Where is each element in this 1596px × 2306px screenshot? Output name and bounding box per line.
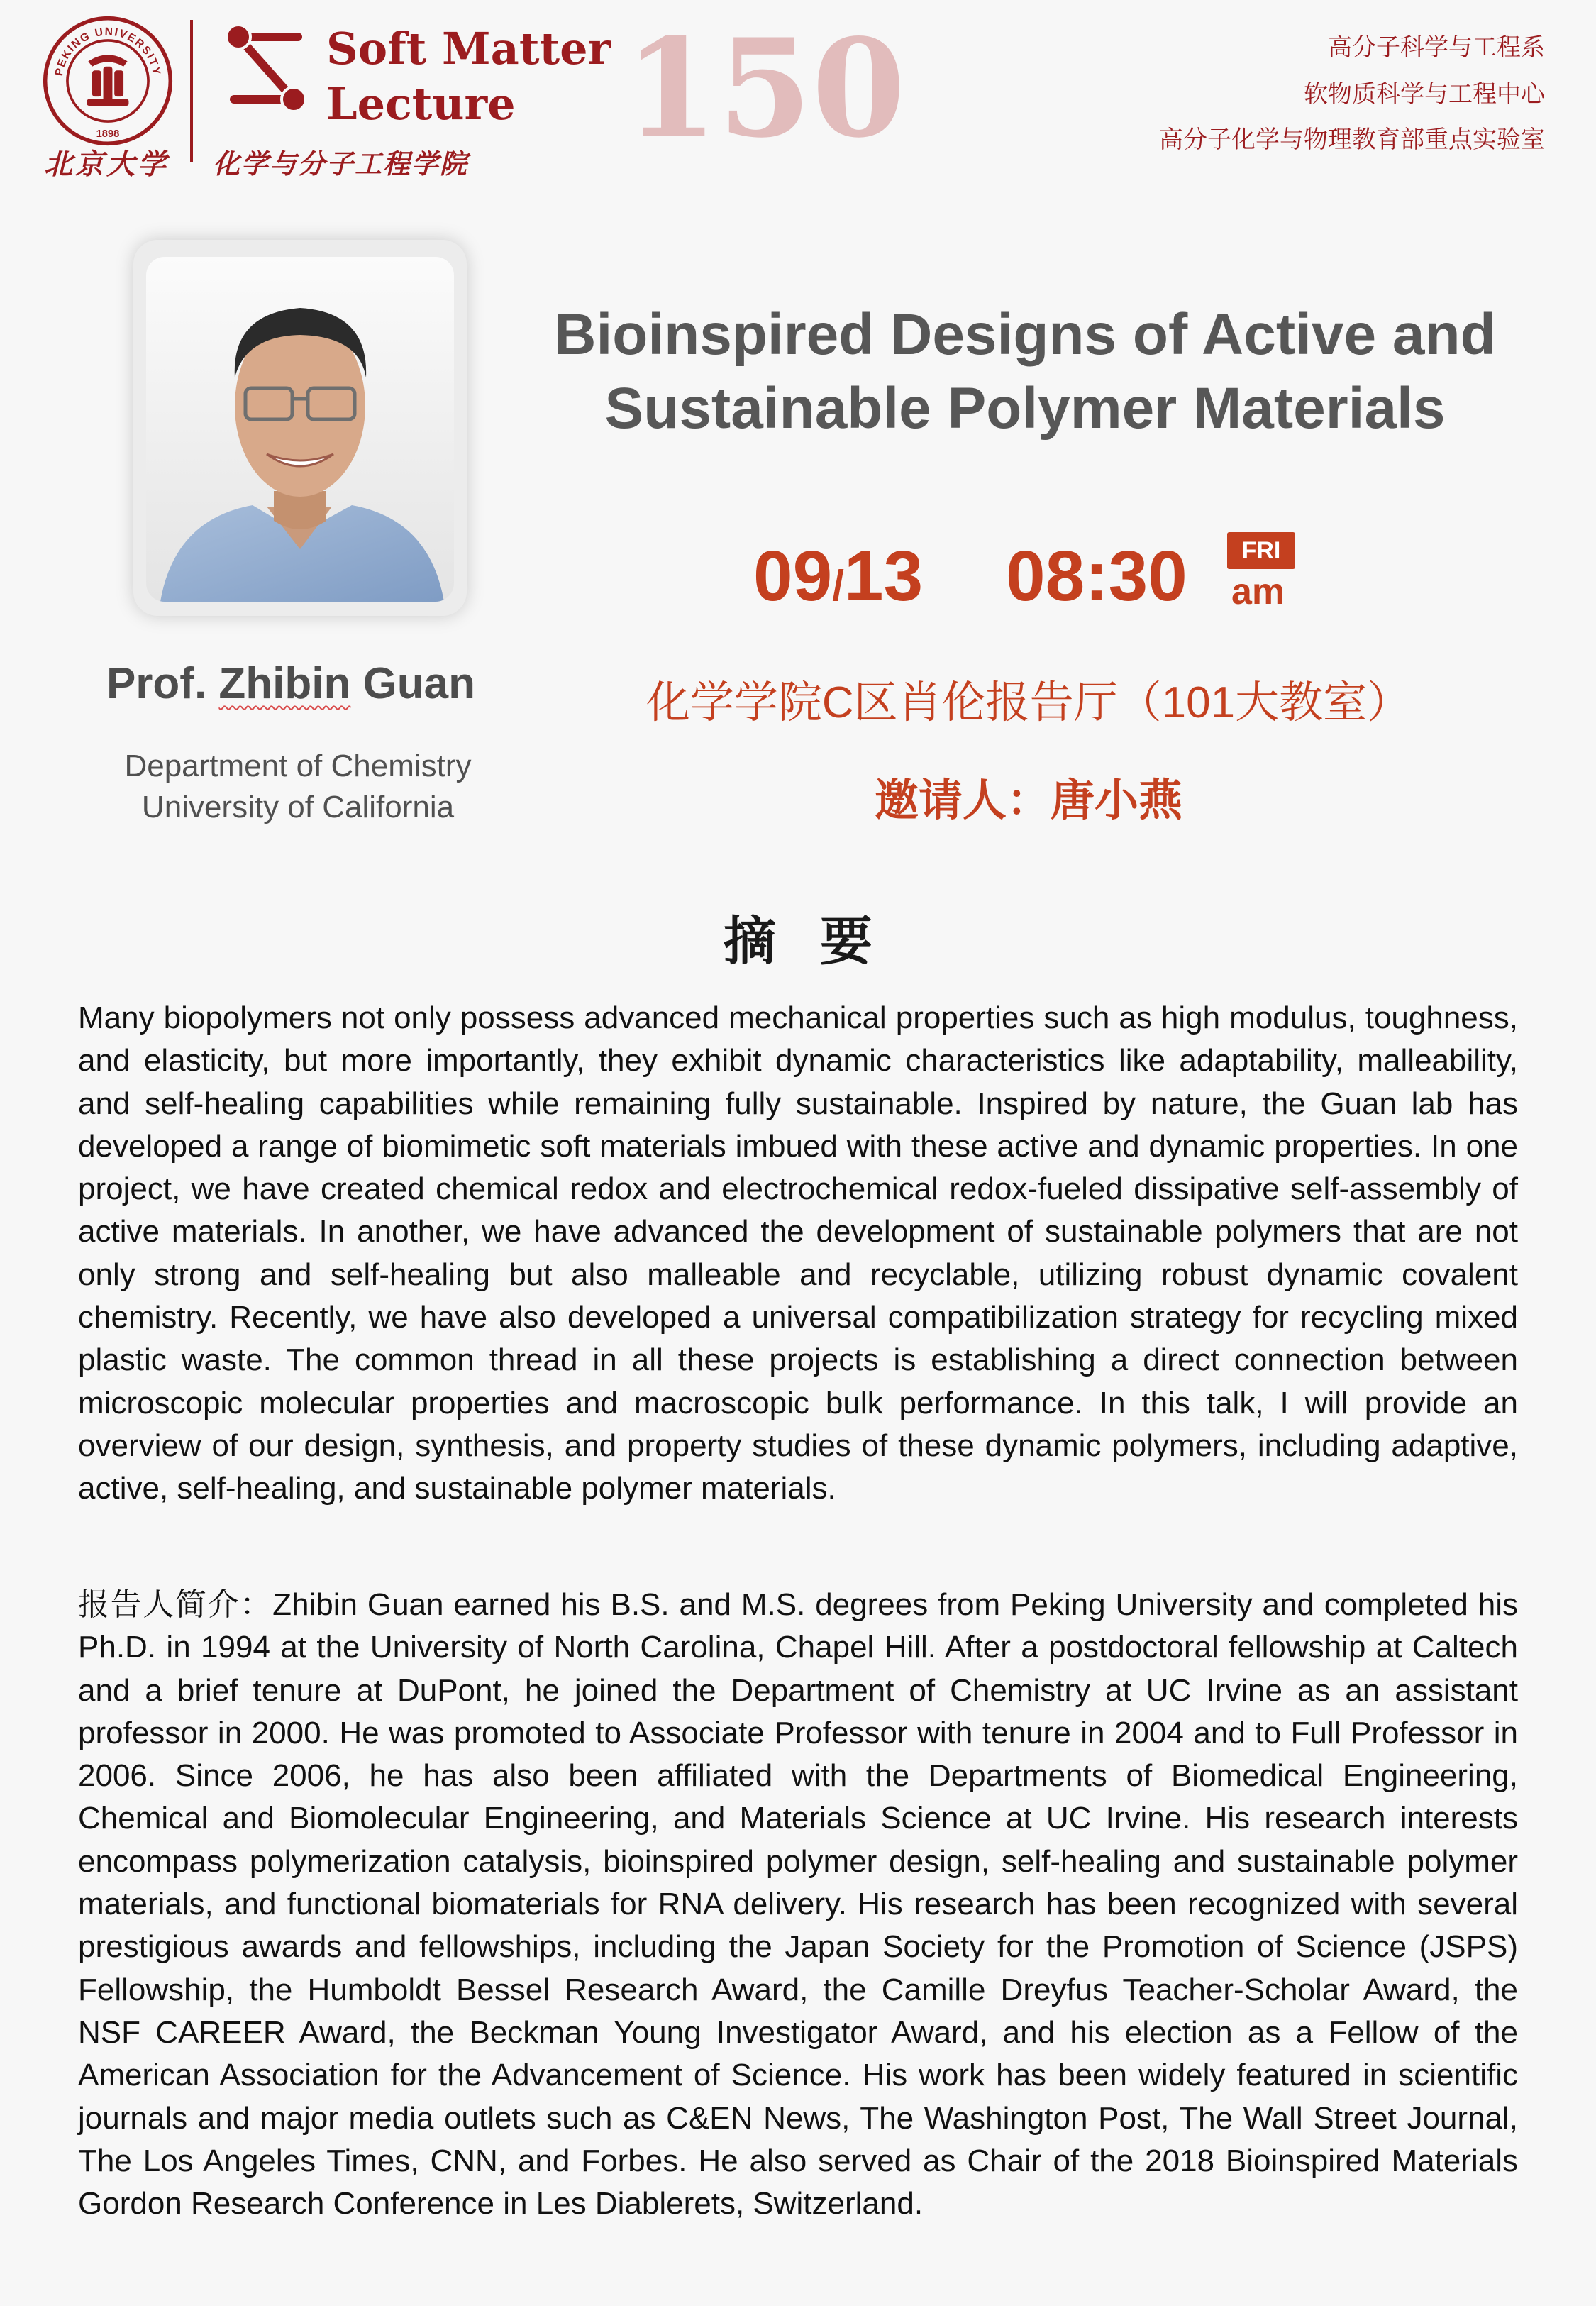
bio-text: Zhibin Guan earned his B.S. and M.S. degrees from Peking University and completed his Ph.D. in 1994 at the University of North Carolina, Chapel Hill. After a postdoctoral fellowship at Caltech and a brief tenure at DuPont, he joined the Department of Chemistry at UC Irvine as an assistant professor in 2000. He was promoted to Associate Professor with tenure in 2004 and to Full Professor in 2006. Since 2006, he has also been affiliated with the Departments of Biomedical Engineering, Chemical and Biomolecular Engineering, and Materials Science at UC Irvine. His research interests encompass polymerization catalysis, bioinspired polymer design, self-healing and sustainable polymer materials, and functional biomaterials for RNA delivery. His research has been recognized with several prestigious awards and fellowships, including the Japan Society for the Promotion of Science (JSPS) Fellowship, the Humboldt Bessel Research Award, the Camille Dreyfus Teacher-Scholar Award, the NSF CAREER Award, the Beckman Young Investigator Award, and his election as a Fellow of the American Association for the Advancement of Science. His work has been widely featured in scientific journals and major media outlets such as C&EN News, The Washington Post, The Wall Street Journal, The Los Angeles Times, CNN, and Forbes. He also served as Chair of the 2018 Bioinspired Materials Gordon Research Conference in Les Diablerets, Switzerland. xyxy=(78,1587,1518,2222)
seal-year: 1898 xyxy=(96,128,120,140)
department-line-1: 高分子科学与工程系 xyxy=(1328,34,1545,61)
department-line-3: 高分子化学与物理教育部重点实验室 xyxy=(1159,126,1545,153)
date-day: 13 xyxy=(843,536,924,616)
bio-label: 报告人简介： xyxy=(78,1587,273,1622)
abstract-heading: 摘要 xyxy=(724,912,916,971)
seal-top-text: PEKING UNIVERSITY xyxy=(52,26,163,77)
host-line: 邀请人：唐小燕 xyxy=(874,776,1182,825)
speaker-university: University of California xyxy=(141,790,455,824)
department-line-2: 软物质科学与工程中心 xyxy=(1304,81,1545,108)
talk-time: 08:30 xyxy=(1006,536,1187,616)
weekday-badge: FRI xyxy=(1227,532,1295,569)
college-name: 化学与分子工程学院 xyxy=(213,148,469,180)
speaker-bio xyxy=(78,1584,1518,2225)
date-separator: / xyxy=(832,562,844,609)
series-title-line2: Lecture xyxy=(326,78,516,130)
venue: 化学学院C区肖伦报告厅（101大教室） xyxy=(645,678,1412,727)
university-script-name: 北京大学 xyxy=(44,148,169,181)
speaker-photo-frame xyxy=(133,240,467,616)
lecture-number: 150 xyxy=(624,9,906,167)
abstract-body: Many biopolymers not only possess advanced mechanical properties such as high modulus, toughness, and elasticity, but more importantly, they exhibit dynamic characteristics like adaptability, malleability, and self-healing capabilities while remaining fully sustainable. Inspired by nature, the Guan lab has developed a range of biomimetic soft materials imbued with these active and dynamic properties. In one project, we have created chemical redox and electrochemical redox-fueled dissipative self-assembly of active materials. In another, we have advanced the development of sustainable polymers that are not only strong and self-healing but also malleable and recyclable, utilizing robust dynamic covalent chemistry. Recently, we have also developed a universal compatibilization strategy for recycling mixed plastic waste. The common thread in all these projects is establishing a direct connection between microscopic molecular properties and macroscopic bulk performance. In this talk, I will provide an overview of our design, synthesis, and property studies of these dynamic polymers, including adaptive, active, self-healing, and sustainable polymer materials. xyxy=(78,1000,1518,1506)
am-pm-label: am xyxy=(1231,571,1285,612)
speaker-given-name: Zhibin xyxy=(218,659,351,708)
speaker-family-name: Guan xyxy=(350,659,476,708)
speaker-department: Department of Chemistry xyxy=(124,749,472,783)
talk-date xyxy=(753,536,924,616)
series-title-line1: Soft Matter xyxy=(326,23,611,75)
soft-matter-s-logo-icon xyxy=(213,20,319,126)
header-divider xyxy=(190,20,193,162)
speaker-name xyxy=(71,658,511,709)
pku-seal-logo xyxy=(43,16,173,146)
speaker-name-prefix: Prof. xyxy=(106,659,219,708)
talk-title: Bioinspired Designs of Active and Sustainable Polymer Materials xyxy=(554,302,1496,441)
speaker-photo xyxy=(146,257,454,602)
date-month: 09 xyxy=(753,536,833,616)
